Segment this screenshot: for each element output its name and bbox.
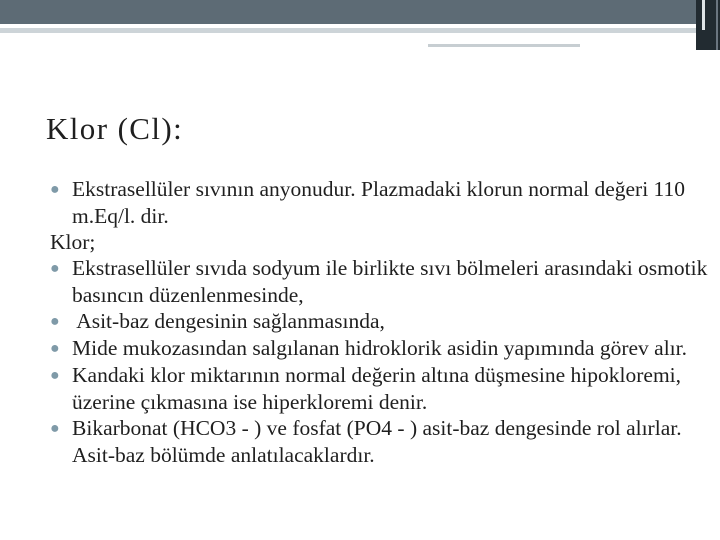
list-item-text: Kandaki klor miktarının normal değerin altına düşmesine hipokloremi, üzerine çıkmasına ise hiperkloremi denir. (72, 363, 682, 414)
slide-content (50, 176, 710, 468)
slide-title: Klor (Cl): (46, 111, 184, 146)
list-item-text: Bikarbonat (HCO3 - ) ve fosfat (PO4 - ) asit-baz dengesinde rol alırlar. Asit-baz bölümde anlatılacaklardır. (72, 416, 682, 467)
list-item-text: Ekstrasellüler sıvıda sodyum ile birlikte sıvı bölmeleri arasındaki osmotik basıncın düzenlenmesinde, (72, 256, 708, 307)
bullet-icon: ● (50, 340, 60, 357)
list-item-text: Ekstrasellüler sıvının anyonudur. Plazmadaki klorun normal değeri 110 m.Eq/l. dir. (72, 177, 686, 228)
list-item (50, 255, 710, 308)
bullet-icon: ● (50, 260, 60, 277)
list-item (50, 362, 710, 415)
list-item-text: Mide mukozasından salgılanan hidroklorik asidin yapımında görev alır. (72, 336, 688, 360)
list-item (50, 229, 710, 255)
accent-line (428, 44, 580, 47)
corner-tick (716, 0, 718, 50)
list-item (50, 176, 710, 229)
list-item (50, 308, 710, 335)
corner-decoration (696, 0, 720, 50)
bullet-icon: ● (50, 181, 60, 198)
bullet-icon: ● (50, 420, 60, 437)
list-item-text: Asit-baz dengesinin sağlanmasında, (72, 309, 385, 333)
top-decorative-band (0, 0, 720, 24)
bullet-icon: ● (50, 367, 60, 384)
list-item-text: Klor; (50, 230, 96, 254)
bullet-icon: ● (50, 313, 60, 330)
list-item (50, 335, 710, 362)
corner-tick (702, 0, 705, 30)
list-item (50, 415, 710, 468)
top-thin-line (0, 28, 720, 33)
